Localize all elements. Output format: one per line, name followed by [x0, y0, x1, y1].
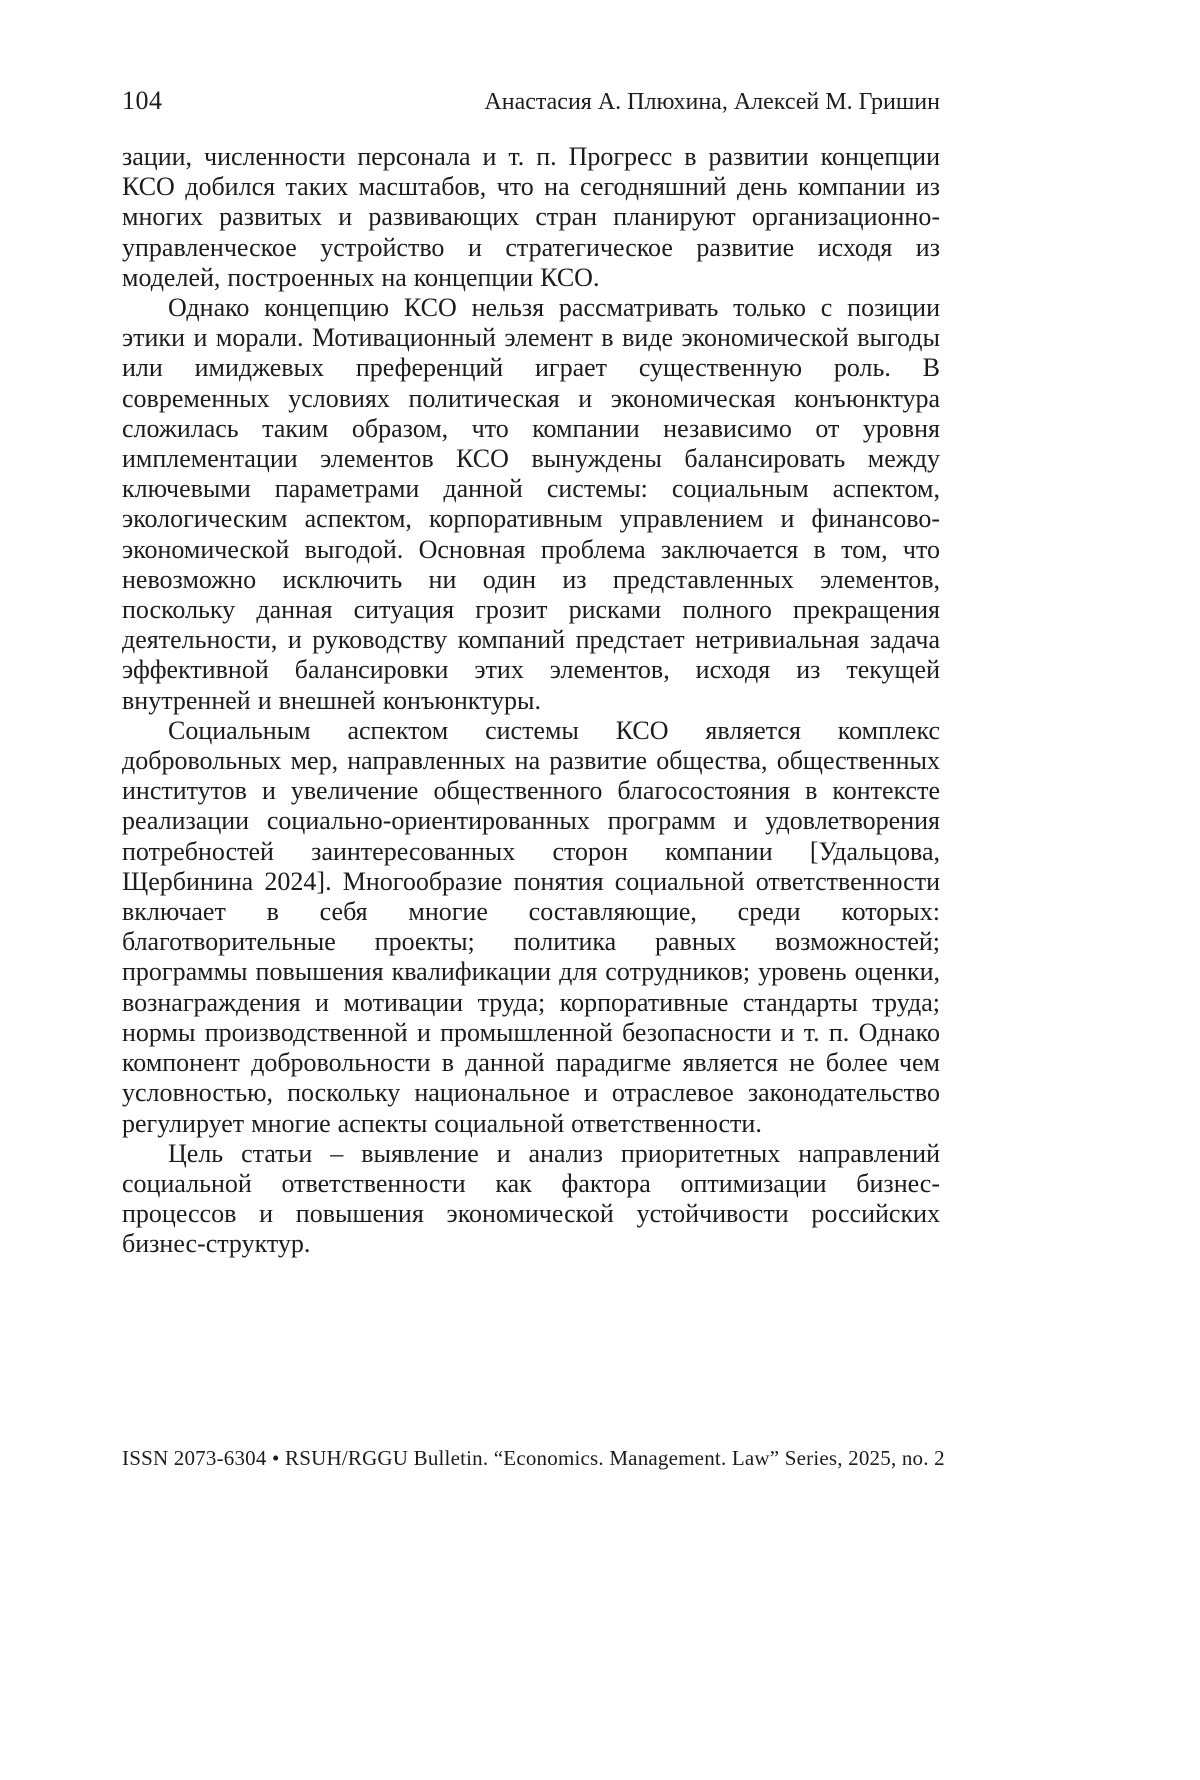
issn-line: ISSN 2073-6304 • RSUH/RGGU Bulletin. “Economics. Management. Law” Series, 2025, no. 2	[122, 1446, 945, 1470]
page-content	[122, 86, 940, 1260]
body-paragraph: Социальным аспектом системы КСО является комплекс добровольных мер, направленных на развитие общества, общественных институтов и увеличение общественного благосостояния в контексте реализации социально-ориентированных программ и удовлетворения потребностей заинтересованных сторон компании [Удальцова, Щербинина 2024]. Многообразие понятия социальной ответственности включает в себя многие составляющие, среди которых: благотворительные проекты; политика равных возможностей; программы повышения квалификации для сотрудников; уровень оценки, вознаграждения и мотивации труда; корпоративные стандарты труда; нормы производственной и промышленной безопасности и т. п. Однако компонент добровольности в данной парадигме является не более чем условностью, поскольку национальное и отраслевое законодательство регулирует многие аспекты социальной ответственности.	[122, 715, 940, 1138]
running-header	[122, 86, 940, 116]
running-head-authors: Анастасия А. Плюхина, Алексей М. Гришин	[484, 89, 940, 115]
article-body	[122, 142, 940, 1260]
page-footer	[122, 1446, 945, 1471]
body-paragraph: Цель статьи – выявление и анализ приоритетных направлений социальной ответственности как фактора оптимизации бизнес-процессов и повышения экономической устойчивости российских бизнес-структур.	[122, 1138, 940, 1259]
body-paragraph: зации, численности персонала и т. п. Прогресс в развитии концепции КСО добился таких масштабов, что на сегодняшний день компании из многих развитых и развивающих стран планируют организационно-управленческое устройство и стратегическое развитие исходя из моделей, построенных на концепции КСО.	[122, 142, 940, 292]
body-paragraph: Однако концепцию КСО нельзя рассматривать только с позиции этики и морали. Мотивационный элемент в виде экономической выгоды или имиджевых преференций играет существенную роль. В современных условиях политическая и экономическая конъюнктура сложилась таким образом, что компании независимо от уровня имплементации элементов КСО вынуждены балансировать между ключевыми параметрами данной системы: социальным аспектом, экологическим аспектом, корпоративным управлением и финансово-экономической выгодой. Основная проблема заключается в том, что невозможно исключить ни один из представленных элементов, поскольку данная ситуация грозит рисками полного прекращения деятельности, и руководству компаний предстает нетривиальная задача эффективной балансировки этих элементов, исходя из текущей внутренней и внешней конъюнктуры.	[122, 293, 940, 715]
page-number: 104	[122, 86, 163, 115]
